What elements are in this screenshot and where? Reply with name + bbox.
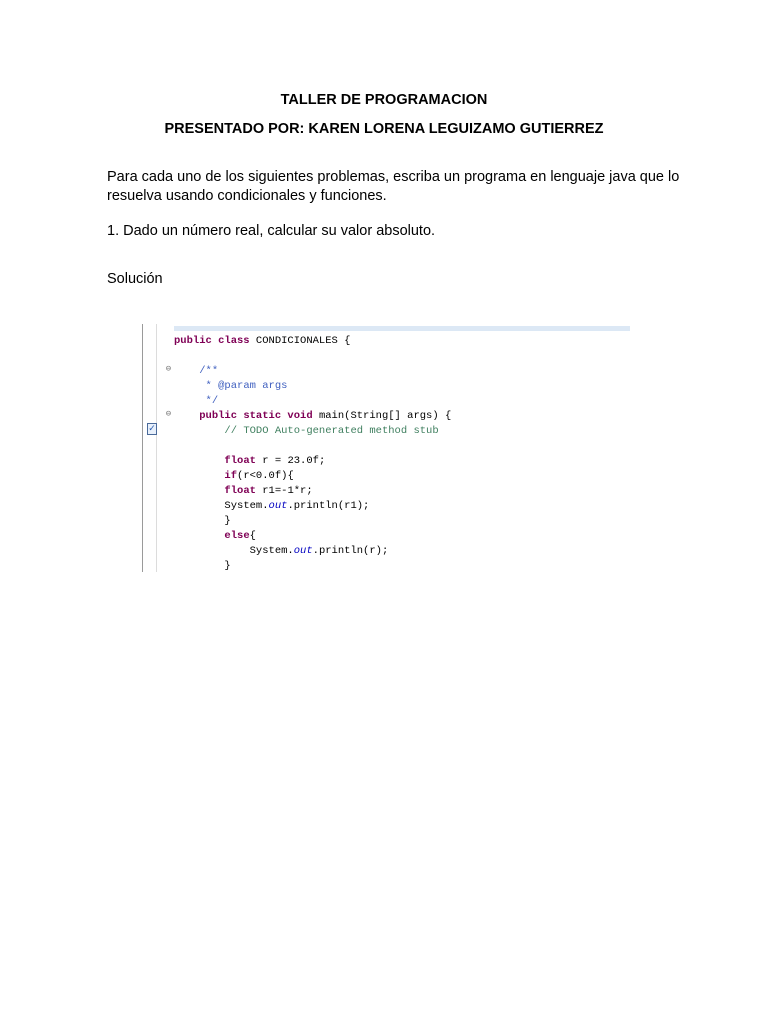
code-javadoc: */ (199, 395, 219, 407)
code-text: .println(r); (312, 545, 389, 557)
code-text: System. (224, 500, 269, 512)
code-comment: // TODO Auto-generated method stub (224, 425, 439, 437)
code-javadoc: /** (199, 365, 219, 377)
code-text: r = 23.0f; (255, 455, 326, 467)
solution-label: Solución (107, 271, 163, 287)
code-keyword: float (224, 455, 256, 467)
editor-gutter-border (142, 324, 143, 572)
code-keyword: public class (174, 335, 250, 347)
fold-collapse-icon: ⊖ (165, 364, 172, 374)
code-text: } (224, 515, 231, 527)
fold-collapse-icon: ⊖ (165, 409, 172, 419)
code-text: { (249, 530, 256, 542)
code-text: r1=-1*r; (255, 485, 313, 497)
code-text: main(String[] args) { (312, 410, 452, 422)
editor-line-highlight (174, 326, 630, 331)
editor-gutter-divider (156, 324, 157, 572)
doc-author: PRESENTADO POR: KAREN LORENA LEGUIZAMO GUTIERREZ (164, 121, 604, 137)
code-keyword: public static void (199, 410, 313, 422)
code-text: } (224, 560, 231, 572)
java-code (174, 334, 451, 572)
code-text: .println(r1); (287, 500, 370, 512)
problem-1-text: 1. Dado un número real, calcular su valor absoluto. (107, 223, 436, 239)
code-text: (r<0.0f){ (237, 470, 294, 482)
code-javadoc: * @param args (199, 380, 288, 392)
code-field: out (268, 500, 288, 512)
code-screenshot (142, 324, 632, 572)
code-text: CONDICIONALES { (249, 335, 351, 347)
code-field: out (293, 545, 313, 557)
code-text: System. (249, 545, 294, 557)
code-keyword: float (224, 485, 256, 497)
code-keyword: else (224, 530, 250, 542)
intro-paragraph: Para cada uno de los siguientes problemas, escriba un programa en lenguaje java que lo resuelva usando condicionales y funciones. (107, 169, 680, 204)
doc-title: TALLER DE PROGRAMACION (280, 92, 488, 108)
task-marker-icon: ✓ (148, 424, 156, 434)
code-keyword: if (224, 470, 238, 482)
